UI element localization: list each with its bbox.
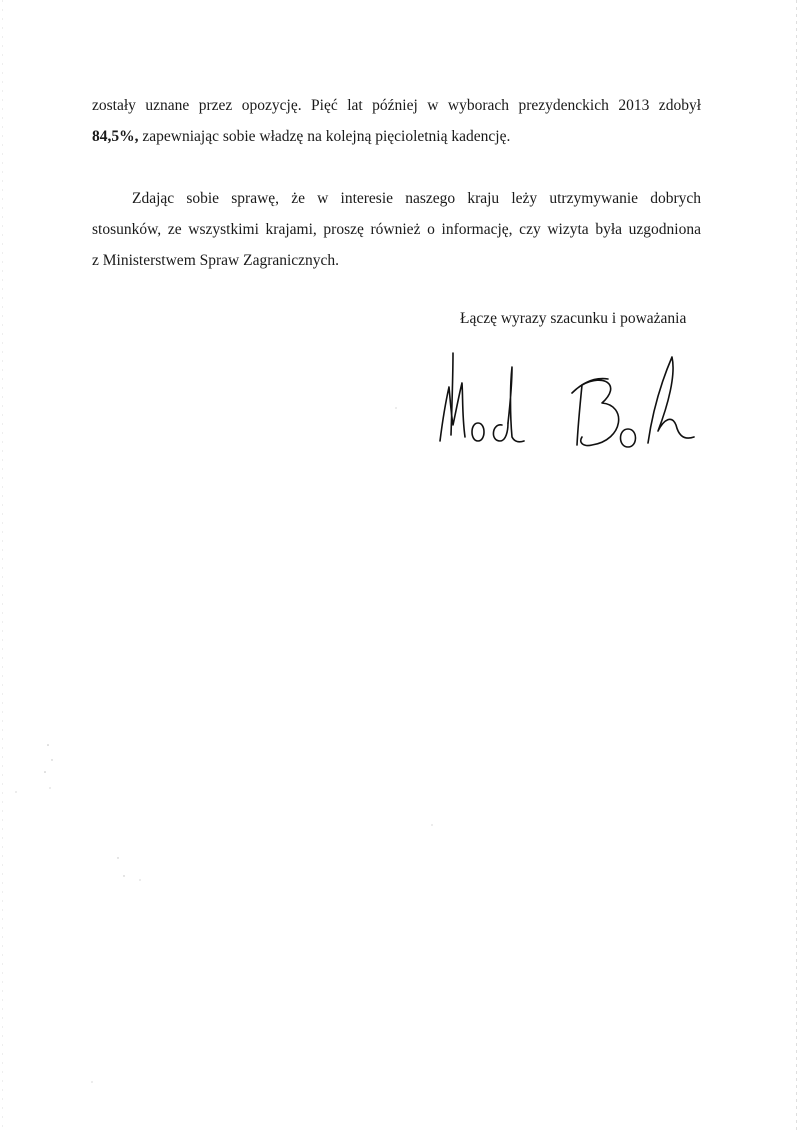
paragraph-2-line-1: Zdając sobie sprawę, że w interesie naszego kraju leży utrzymywanie dobrych	[132, 190, 701, 207]
scan-edge-right	[796, 0, 797, 1131]
handwritten-signature	[432, 345, 712, 460]
paragraph-1-line-2	[92, 121, 701, 152]
paragraph-2	[92, 183, 701, 276]
paragraph-2-line-2: stosunków, ze wszystkimi krajami, proszę również o informację, czy wizyta była uzgodniona	[92, 221, 701, 238]
paragraph-1	[92, 90, 701, 152]
paragraph-1-line-1: zostały uznane przez opozycję. Pięć lat później w wyborach prezydenckich 2013 zdobył	[92, 97, 701, 114]
closing-salutation: Łączę wyrazy szacunku i poważania	[460, 310, 687, 327]
paragraph-1-line-2-rest: zapewniając sobie władzę na kolejną pięcioletnią kadencję.	[138, 128, 511, 145]
paragraph-2-line-3: z Ministerstwem Spraw Zagranicznych.	[92, 252, 340, 269]
vote-percentage: 84,5%,	[92, 128, 139, 145]
scan-edge-left	[2, 0, 3, 1131]
letter-body	[92, 90, 701, 276]
